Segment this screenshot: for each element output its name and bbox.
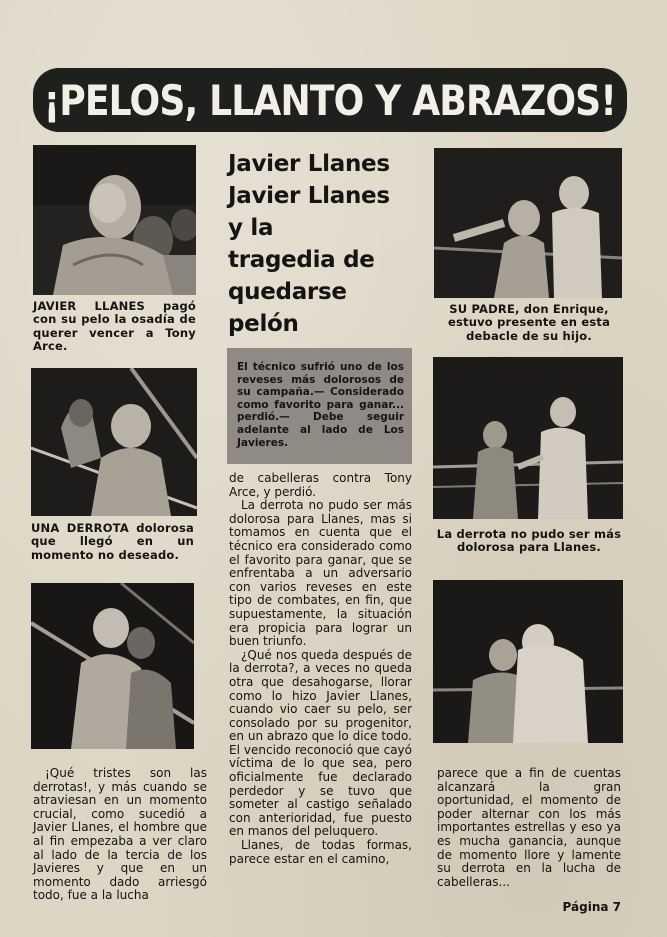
body-right-column <box>437 767 621 889</box>
headline-line: quedarse <box>228 279 347 305</box>
caption-photo-2-lead: UNA DERROTA <box>31 521 129 535</box>
photo-referee-ring <box>433 357 623 519</box>
caption-photo-1-lead: JAVIER LLANES <box>33 299 146 313</box>
body-paragraph: La derrota no pudo ser más dolorosa para Llanes, mas si tomamos en cuenta que el técnico era considerado como el favorito para ganar, que se enfrentaba a un adversario con varios reveses en este tipo de combates, en fin, que supuestamente, la situación era propicia para lograr un buen triunfo. <box>229 498 412 649</box>
photo-ring-defeat <box>31 368 197 516</box>
caption-photo-2-text: dolorosa que llegó en un momento no deseado. <box>31 521 194 562</box>
caption-photo-2 <box>31 522 194 562</box>
page-title: ¡PELOS, LLANTO Y ABRAZOS! <box>43 75 617 125</box>
body-middle-column <box>229 472 412 866</box>
caption-photo-4 <box>436 303 622 343</box>
caption-photo-4-text: don Enrique, estuvo presente en esta debacle de su hijo. <box>447 302 611 343</box>
body-paragraph: Llanes, de todas formas, parece estar en el camino, <box>229 838 412 866</box>
headline-line: y la <box>228 215 274 241</box>
body-left-column <box>33 767 207 903</box>
caption-photo-1-text: pagó con su pelo la osadía de querer vencer a Tony Arce. <box>33 299 196 354</box>
photo-hair-cut <box>31 583 194 749</box>
pull-quote: El técnico sufrió uno de los reveses más dolorosos de su campaña.— Considerado como favorito para ganar... perdió.— Debe seguir adelante al lado de Los Javieres. <box>227 348 412 464</box>
caption-photo-1 <box>33 300 196 354</box>
headline-line: tragedia de <box>228 247 375 273</box>
title-banner <box>33 68 627 132</box>
caption-photo-5: La derrota no pudo ser más dolorosa para Llanes. <box>436 527 622 555</box>
headline-line: Javier Llanes <box>228 151 390 177</box>
photo-embrace <box>433 580 623 743</box>
headline-line: Javier Llanes <box>228 183 390 209</box>
body-paragraph: ¡Qué tristes son las derrotas!, y más cuando se atraviesan en un momento crucial, como sucedió a Javier Llanes, el hombre que al fin empezaba a ver claro al lado de la tercia de los Javieres y que en un momento dado arriesgó todo, fue a la lucha <box>33 766 207 903</box>
body-paragraph: de cabelleras contra Tony Arce, y perdió. <box>229 471 412 499</box>
body-paragraph: ¿Qué nos queda después de la derrota?, a veces no queda otra que desahogarse, llorar como lo hizo Javier Llanes, cuando vio caer su pelo, ser consolado por su progenitor, en un abrazo que lo dice todo. El vencido reconoció que cayó víctima de lo que sea, pero oficialmente fue declarado perdedor y se tuvo que someter al castigo señalado con anterioridad, fue puesto en manos del peluquero. <box>229 647 412 839</box>
photo-father-don-enrique <box>434 148 622 298</box>
headline-line: pelón <box>228 311 299 337</box>
page-number: Página 7 <box>562 900 621 914</box>
caption-photo-4-lead: SU PADRE, <box>449 302 520 316</box>
body-paragraph: parece que a fin de cuentas alcanzará la gran oportunidad, el momento de poder alternar con los más importantes estrellas y eso ya es mucha ganancia, aunque de momento llore y lamente su derrota en la lucha de cabelleras... <box>437 766 621 889</box>
article-headline <box>228 148 428 340</box>
photo-javier-llanes-bald <box>33 145 196 295</box>
